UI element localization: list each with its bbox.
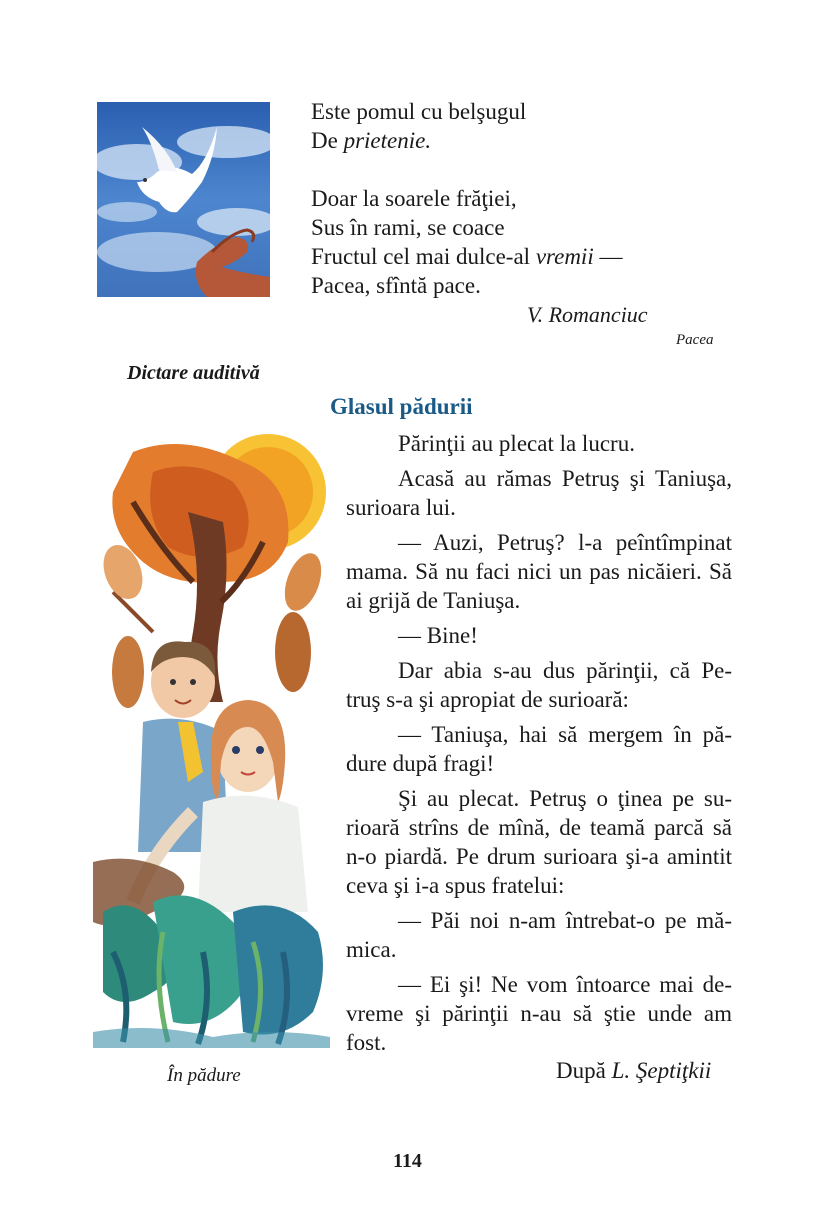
children-forest-illustration-icon [93, 432, 330, 1048]
poem-line-3: Doar la soarele frăţiei, [311, 186, 517, 211]
poem-source-title: Pacea [676, 332, 714, 348]
forest-image-caption: În pădure [167, 1065, 241, 1086]
attribution-prefix: După [556, 1058, 612, 1083]
dove-illustration [97, 102, 270, 297]
story-paragraph: — Auzi, Petruş? l-a peîntîmpinat mama. Să nu faci nici un pas nicăieri. Să ai grijă de Taniuşa. [346, 530, 732, 613]
story-paragraph: Şi au plecat. Petruş o ţinea pe su-rioară strîns de mînă, de teamă parcă să n-o piardă. Pe drum surioara şi-a amintit ceva şi i-a spus fratelui: [346, 786, 732, 898]
poem-line-4: Sus în rami, se coace [311, 215, 505, 240]
story-body [346, 429, 732, 1063]
poem-line-2: De prietenie. [311, 128, 432, 153]
poem-line-1: Este pomul cu belşugul [311, 99, 527, 124]
story-paragraph: — Taniuşa, hai să mergem în pă-dure după fragi! [346, 722, 732, 776]
attribution-author: L. Şeptiţkii [611, 1058, 712, 1083]
story-paragraph: — Ei şi! Ne vom întoarce mai de-vreme şi părinţii n-au să ştie unde am fost. [346, 972, 732, 1055]
story-paragraph: — Bine! [398, 623, 478, 648]
forest-illustration [93, 432, 330, 1048]
story-paragraph: Dar abia s-au dus părinţii, că Pe-truş s-a şi apropiat de surioară: [346, 658, 732, 712]
poem-line-5: Fructul cel mai dulce-al vremii — [311, 244, 623, 269]
dove-hands-sky-icon [97, 102, 270, 297]
story-attribution [556, 1058, 711, 1084]
section-label: Dictare auditivă [127, 362, 260, 384]
story-paragraph: Părinţii au plecat la lucru. [398, 431, 635, 456]
story-paragraph: Acasă au rămas Petruş şi Taniuşa, surioara lui. [346, 466, 732, 520]
poem-line-6: Pacea, sfîntă pace. [311, 273, 481, 298]
story-title: Glasul pădurii [330, 394, 473, 419]
page-number: 114 [393, 1150, 422, 1172]
story-paragraph: — Păi noi n-am întrebat-o pe mă-mica. [346, 908, 732, 962]
poem-author: V. Romanciuc [527, 302, 648, 327]
